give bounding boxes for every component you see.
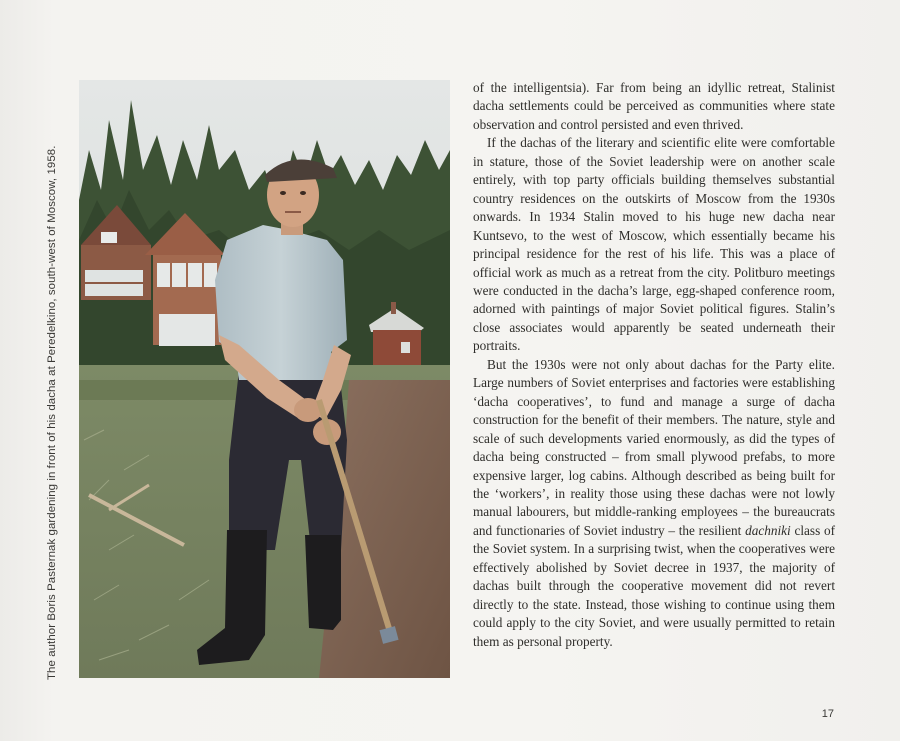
photo-caption: The author Boris Pasternak gardening in front of his dacha at Peredelkino, south-west of Moscow, 1958. — [46, 145, 58, 680]
paragraph-1: of the intelligentsia). Far from being an idyllic retreat, Stalinist dacha settlements could be perceived as communities where state observation and control persisted and even thrived. — [473, 80, 835, 132]
paragraph-2: If the dachas of the literary and scientific elite were comfortable in stature, those of the Soviet leadership were on another scale entirely, with top party officials building themselves substantial country residences on the outskirts of Moscow from the 1930s onwards. In 1934 Stalin moved to his huge new dacha near Kuntsevo, to the west of Moscow, which essentially became his principal residence for the rest of his life. This was a place of official work as much as a retreat from the city. Politburo meetings were conducted in the dacha’s large, egg-shaped conference room, adorned with paintings of major Soviet political figures. Stalin’s close associates would apparently be seated underneath their portraits. — [473, 135, 835, 354]
page-number: 17 — [821, 708, 834, 720]
photograph — [79, 80, 450, 678]
paragraph-3-part-a: But the 1930s were not only about dachas for the Party elite. Large numbers of Soviet enterprises and factories were establishing ‘dacha cooperatives’, to fund and manage a surge of dacha construction for the benefit of their members. The nature, style and scale of such developments varied enormously, as did the types of dacha being constructed – from small plywood prefabs, to more expensive larger, log cabins. Although described as being built for the ‘workers’, in reality those using these dachas were not lowly manual labourers, but middle-ranking employees – the bureaucrats and functionaries of Soviet industry – the resilient — [473, 356, 835, 538]
paragraph-3 — [473, 356, 835, 651]
dachniki-italic: dachniki — [745, 522, 791, 538]
paragraph-3-part-b: class of the Soviet system. In a surprising twist, when the cooperatives were effectively abolished by Soviet decree in 1937, the majority of dachas built through the cooperative movement did not revert directly to the state. Instead, those wishing to continue using them could apply to the city Soviet, and were usually permitted to retain them as personal property. — [473, 522, 836, 649]
body-text — [473, 79, 835, 651]
